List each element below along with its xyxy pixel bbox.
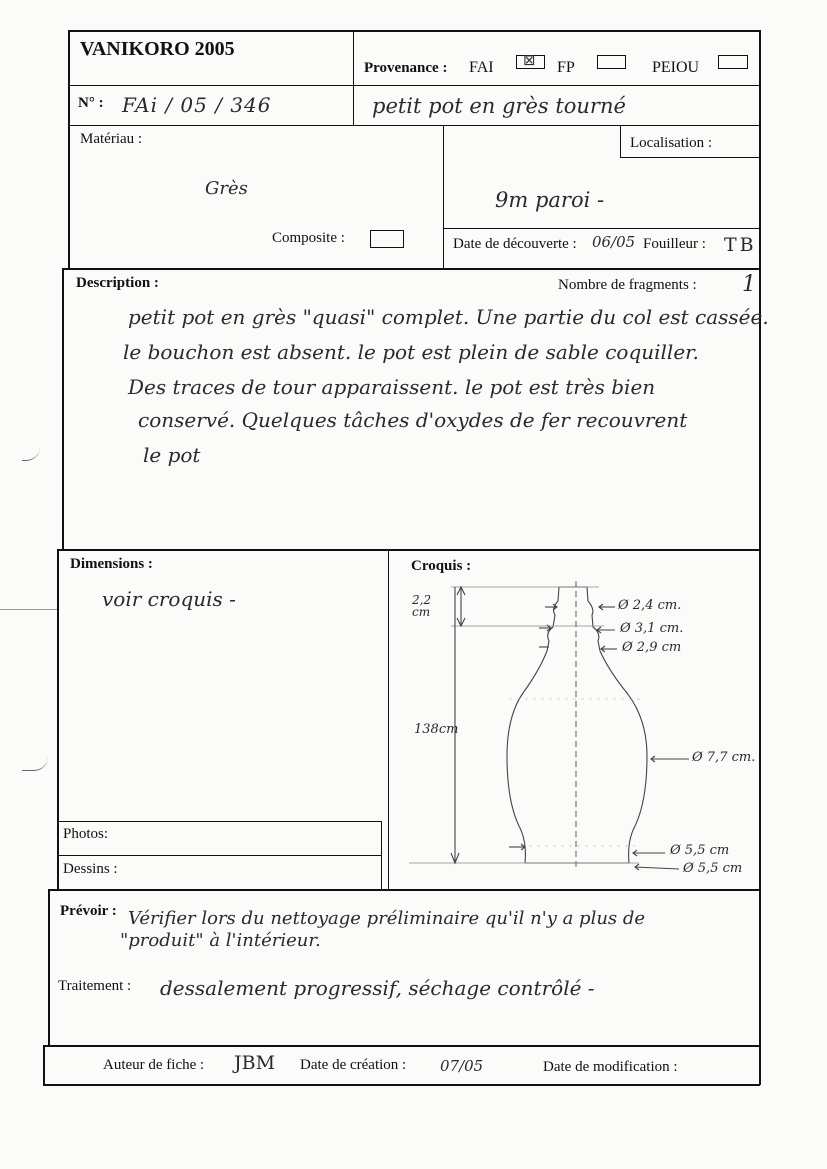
treatment-value: dessalement progressif, séchage contrôlé - [160,976,595,1000]
sketch-diameter-4: Ø 7,7 cm. [692,750,756,765]
plan-line-1: Vérifier lors du nettoyage préliminaire qu'il n'y a plus de [128,908,646,929]
dimensions-label: Dimensions : [70,556,153,572]
sketch-diameter-5: Ø 5,5 cm [670,843,730,858]
sketch-height-total: 138cm [414,722,459,737]
provenance-fai-label: FAI [469,59,494,76]
sketch-diameter-1: Ø 2,4 cm. [618,598,682,613]
discovery-date-label: Date de découverte : [453,236,577,252]
number-value: FAi / 05 / 346 [122,93,272,117]
digger-value: TB [724,234,757,256]
provenance-peiou-label: PEIOU [652,59,700,76]
drawings-label: Dessins : [63,861,118,877]
scan-artifact [22,440,40,461]
provenance-fai-checkbox[interactable] [516,51,545,69]
location-label: Localisation : [630,135,713,151]
plan-line-2: "produit" à l'intérieur. [120,930,321,951]
location-value: 9m paroi - [495,188,605,212]
sketch-diameter-6: Ø 5,5 cm [683,861,743,876]
provenance-label: Provenance : [364,60,448,76]
description-line: conservé. Quelques tâches d'oxydes de fer recouvrent [138,408,688,432]
plan-label: Prévoir : [60,903,117,919]
provenance-fp-checkbox[interactable] [597,55,626,69]
sketch-diameter-2: Ø 3,1 cm. [620,621,684,636]
description-line: le bouchon est absent. le pot est plein de sable coquiller. [123,340,699,364]
scan-artifact-line [0,609,57,610]
modification-date-label: Date de modification : [543,1059,678,1075]
description-line: Des traces de tour apparaissent. le pot est très bien [128,375,656,399]
dimensions-value: voir croquis - [102,587,236,611]
object-title: petit pot en grès tourné [372,94,626,118]
sketch-diameter-3: Ø 2,9 cm [622,640,682,655]
treatment-label: Traitement : [58,978,132,994]
provenance-peiou-checkbox[interactable] [718,55,748,69]
digger-label: Fouilleur : [643,236,706,252]
sketch-height-top: 2,2 cm [412,593,432,619]
material-label: Matériau : [80,131,143,147]
composite-label: Composite : [272,230,345,246]
sketch-label: Croquis : [411,558,472,574]
provenance-fp-label: FP [557,59,575,76]
number-label: N° : [78,95,104,111]
photos-label: Photos: [63,826,109,842]
discovery-date-value: 06/05 [592,233,636,251]
fragments-value: 1 [742,272,756,297]
creation-date-value: 07/05 [440,1057,484,1075]
form-title: VANIKORO 2005 [80,38,235,60]
description-line: le pot [143,443,201,467]
author-label: Auteur de fiche : [103,1057,205,1073]
description-label: Description : [76,275,159,291]
material-value: Grès [205,178,248,199]
composite-checkbox[interactable] [370,230,404,248]
checked-x-icon: ⊠ [523,51,536,69]
scan-artifact [22,752,48,771]
fragments-label: Nombre de fragments : [558,277,697,293]
creation-date-label: Date de création : [300,1057,407,1073]
vase-sketch [389,551,759,889]
description-line: petit pot en grès "quasi" complet. Une partie du col est cassée. [128,305,769,329]
author-value: JBM [234,1052,276,1074]
